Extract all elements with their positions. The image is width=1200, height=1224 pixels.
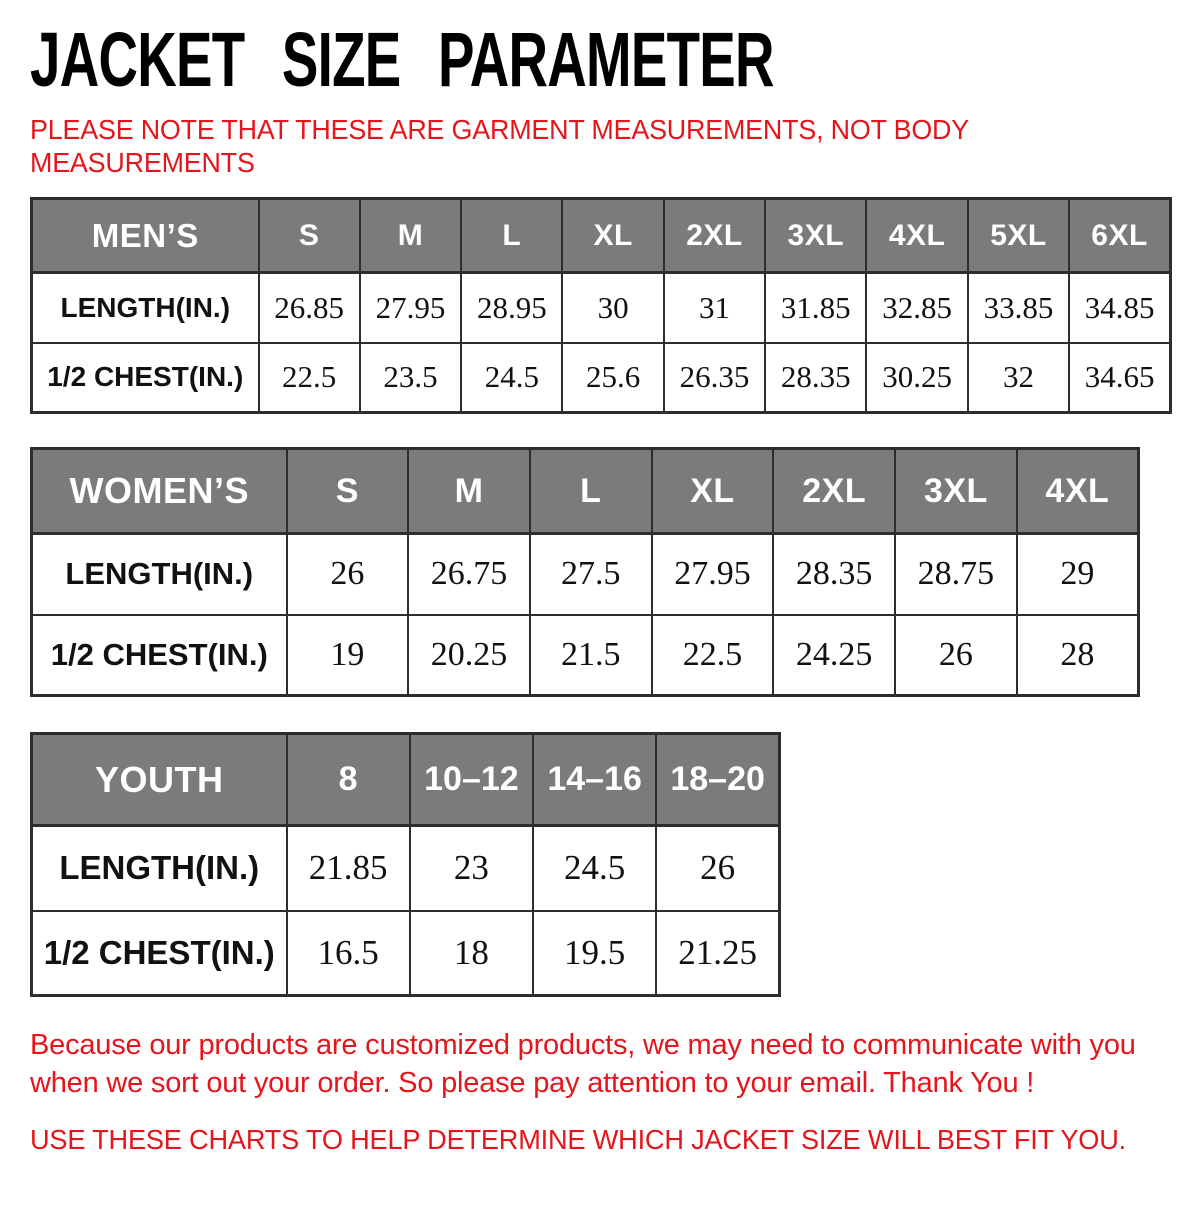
youth-row-label-1: 1/2 CHEST(IN.) [32, 911, 287, 996]
womens-value-1-3: 22.5 [652, 615, 774, 696]
youth-size-header-2: 14–16 [533, 734, 656, 826]
womens-value-0-5: 28.75 [895, 534, 1017, 615]
womens-value-1-6: 28 [1017, 615, 1139, 696]
mens-value-0-1: 27.95 [360, 273, 461, 343]
womens-value-0-4: 28.35 [773, 534, 895, 615]
mens-value-0-6: 32.85 [866, 273, 967, 343]
womens-size-table [30, 447, 1140, 697]
womens-size-header-3: XL [652, 449, 774, 534]
customization-notice [30, 1027, 1175, 1102]
mens-size-header-7: 5XL [968, 199, 1069, 273]
youth-value-0-2: 24.5 [533, 826, 656, 911]
womens-size-header-4: 2XL [773, 449, 895, 534]
youth-group-label: YOUTH [32, 734, 287, 826]
mens-value-0-7: 33.85 [968, 273, 1069, 343]
youth-size-table [30, 732, 781, 997]
page-title: JACKET SIZE PARAMETER [30, 17, 774, 103]
womens-value-1-2: 21.5 [530, 615, 652, 696]
youth-value-0-3: 26 [656, 826, 779, 911]
mens-row-label-0: LENGTH(IN.) [32, 273, 259, 343]
mens-value-0-4: 31 [664, 273, 765, 343]
youth-value-0-1: 23 [410, 826, 533, 911]
womens-row-label-1: 1/2 CHEST(IN.) [32, 615, 287, 696]
youth-value-1-3: 21.25 [656, 911, 779, 996]
note-line-2: MEASUREMENTS [30, 147, 255, 179]
mens-value-1-2: 24.5 [461, 343, 562, 413]
womens-size-header-6: 4XL [1017, 449, 1139, 534]
womens-size-header-1: M [408, 449, 530, 534]
youth-value-0-0: 21.85 [287, 826, 410, 911]
customization-notice-line-1: Because our products are customized products, we may need to communicate with you [30, 1029, 1136, 1062]
youth-size-header-0: 8 [287, 734, 410, 826]
youth-value-1-0: 16.5 [287, 911, 410, 996]
mens-value-1-7: 32 [968, 343, 1069, 413]
womens-size-header-0: S [287, 449, 409, 534]
mens-row-1 [32, 343, 1171, 413]
mens-size-header-5: 3XL [765, 199, 866, 273]
mens-row-0 [32, 273, 1171, 343]
mens-size-header-2: L [461, 199, 562, 273]
mens-group-label: MEN’S [32, 199, 259, 273]
mens-value-0-8: 34.85 [1069, 273, 1170, 343]
mens-value-1-5: 28.35 [765, 343, 866, 413]
womens-value-1-5: 26 [895, 615, 1017, 696]
customization-notice-line-2: when we sort out your order. So please pay attention to your email. Thank You ! [30, 1066, 1035, 1099]
womens-row-label-0: LENGTH(IN.) [32, 534, 287, 615]
womens-value-0-3: 27.95 [652, 534, 774, 615]
mens-size-header-6: 4XL [866, 199, 967, 273]
note-line-1: PLEASE NOTE THAT THESE ARE GARMENT MEASUREMENTS, NOT BODY [30, 114, 970, 146]
womens-value-0-0: 26 [287, 534, 409, 615]
mens-size-table [30, 197, 1172, 414]
mens-size-header-1: M [360, 199, 461, 273]
womens-value-1-4: 24.25 [773, 615, 895, 696]
womens-value-0-1: 26.75 [408, 534, 530, 615]
youth-size-header-3: 18–20 [656, 734, 779, 826]
mens-value-1-4: 26.35 [664, 343, 765, 413]
youth-row-0 [32, 826, 780, 911]
youth-value-1-1: 18 [410, 911, 533, 996]
garment-measurement-note [30, 113, 1129, 179]
womens-size-header-2: L [530, 449, 652, 534]
mens-size-header-8: 6XL [1069, 199, 1170, 273]
youth-size-header-1: 10–12 [410, 734, 533, 826]
mens-value-0-5: 31.85 [765, 273, 866, 343]
womens-size-header-5: 3XL [895, 449, 1017, 534]
womens-value-0-6: 29 [1017, 534, 1139, 615]
mens-row-label-1: 1/2 CHEST(IN.) [32, 343, 259, 413]
mens-value-1-8: 34.65 [1069, 343, 1170, 413]
mens-value-0-2: 28.95 [461, 273, 562, 343]
mens-value-1-0: 22.5 [259, 343, 360, 413]
mens-value-1-1: 23.5 [360, 343, 461, 413]
mens-size-header-4: 2XL [664, 199, 765, 273]
womens-value-1-0: 19 [287, 615, 409, 696]
size-chart-page [0, 17, 1200, 1156]
mens-size-header-3: XL [562, 199, 663, 273]
youth-row-1 [32, 911, 780, 996]
mens-value-1-3: 25.6 [562, 343, 663, 413]
womens-value-0-2: 27.5 [530, 534, 652, 615]
youth-value-1-2: 19.5 [533, 911, 656, 996]
mens-value-0-0: 26.85 [259, 273, 360, 343]
mens-size-header-0: S [259, 199, 360, 273]
womens-row-1 [32, 615, 1139, 696]
womens-group-label: WOMEN’S [32, 449, 287, 534]
womens-value-1-1: 20.25 [408, 615, 530, 696]
mens-value-0-3: 30 [562, 273, 663, 343]
youth-row-label-0: LENGTH(IN.) [32, 826, 287, 911]
fit-advice-text: USE THESE CHARTS TO HELP DETERMINE WHICH JACKET SIZE WILL BEST FIT YOU. [30, 1123, 1127, 1155]
mens-value-1-6: 30.25 [866, 343, 967, 413]
womens-row-0 [32, 534, 1139, 615]
